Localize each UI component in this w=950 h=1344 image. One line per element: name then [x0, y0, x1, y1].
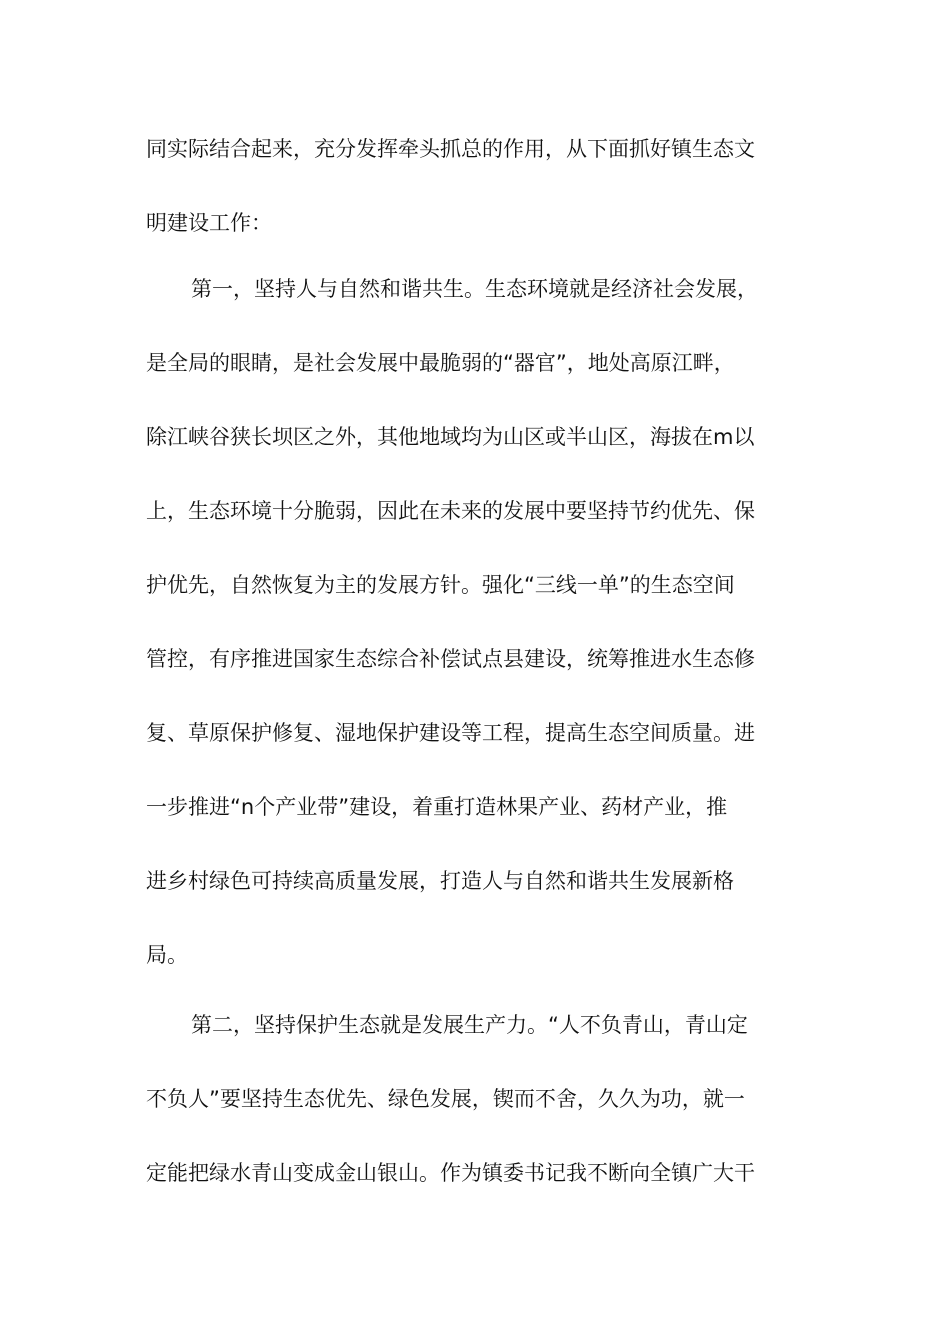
paragraph-line: 进乡村绿色可持续高质量发展，打造人与自然和谐共生发展新格: [146, 869, 734, 893]
paragraph-line: 同实际结合起来，充分发挥牵头抓总的作用，从下面抓好镇生态文: [146, 137, 755, 161]
paragraph-line: 局。: [146, 943, 188, 967]
paragraph-line: 不负人”要坚持生态优先、绿色发展，锲而不舍，久久为功，就一: [146, 1087, 745, 1111]
paragraph-line: 第一，坚持人与自然和谐共生。生态环境就是经济社会发展，: [191, 277, 758, 301]
paragraph-line: 管控，有序推进国家生态综合补偿试点县建设，统筹推进水生态修: [146, 647, 755, 671]
paragraph-line: 除江峡谷狭长坝区之外，其他地域均为山区或半山区，海拔在m以: [146, 425, 755, 449]
paragraph-line: 定能把绿水青山变成金山银山。作为镇委书记我不断向全镇广大干: [146, 1161, 755, 1185]
paragraph-line: 护优先，自然恢复为主的发展方针。强化“三线一单”的生态空间: [146, 573, 735, 597]
paragraph-line: 明建设工作：: [146, 211, 272, 235]
paragraph-line: 是全局的眼睛，是社会发展中最脆弱的“器官”，地处高原江畔，: [146, 351, 735, 375]
paragraph-line: 上，生态环境十分脆弱，因此在未来的发展中要坚持节约优先、保: [146, 499, 755, 523]
paragraph-line: 第二，坚持保护生态就是发展生产力。“人不负青山，青山定: [191, 1013, 748, 1037]
paragraph-line: 一步推进“n个产业带”建设，着重打造林果产业、药材产业，推: [146, 795, 728, 819]
paragraph-line: 复、草原保护修复、湿地保护建设等工程，提高生态空间质量。进: [146, 721, 755, 745]
